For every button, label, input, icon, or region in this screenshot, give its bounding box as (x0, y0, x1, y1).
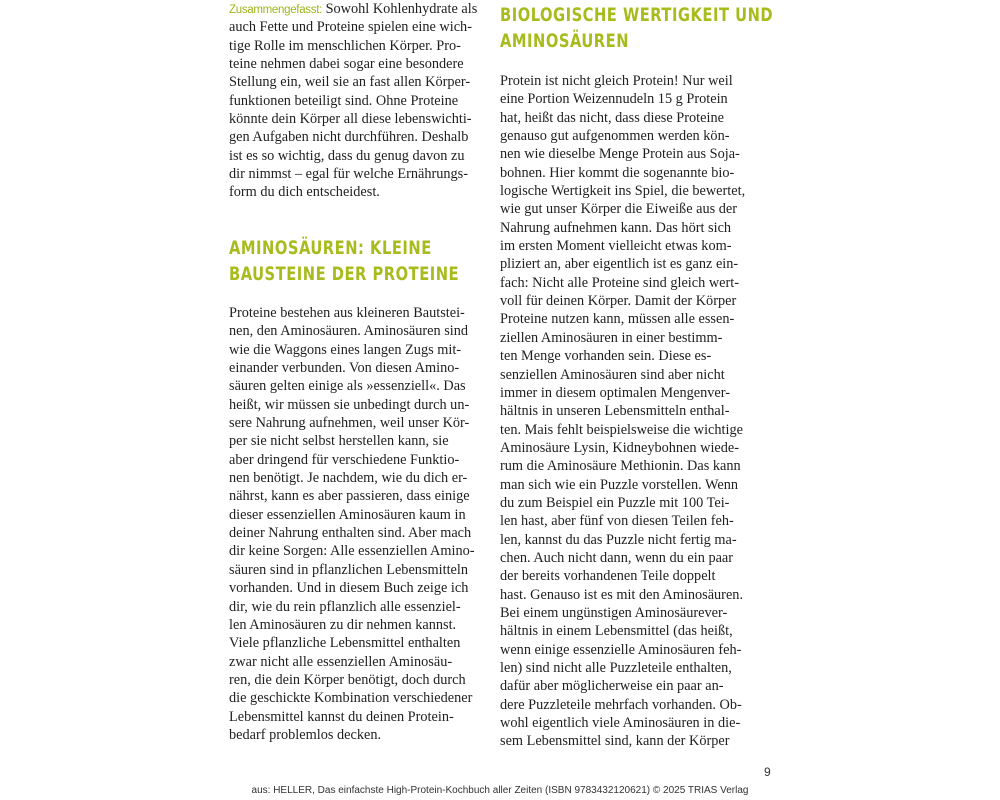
summary-first-line (229, 0, 477, 18)
text-line: Viele pflanzliche Lebensmittel enthalten (229, 635, 461, 652)
text-line: gen Aufgaben nicht durchführen. Deshalb (229, 129, 469, 146)
text-line: bedarf problemlos decken. (229, 726, 382, 743)
text-line: säuren sind in pflanzlichen Lebensmitteln (229, 561, 469, 578)
text-line: genauso gut aufgenommen werden kön- (500, 128, 730, 145)
text-line: hat, heißt das nicht, dass diese Proteine (500, 109, 724, 126)
text-line: deiner Nahrung enthalten sind. Aber mach (229, 525, 472, 542)
text-line: wie gut unser Körper die Eiweiße aus der (500, 201, 738, 218)
page-number: 9 (764, 765, 771, 779)
text-line: tige Rolle im menschlichen Körper. Pro- (229, 37, 461, 54)
summary-block (229, 0, 477, 202)
text-line: immer in diesem optimalen Mengenver- (500, 384, 730, 401)
heading-line: BAUSTEINE DER PROTEINE (229, 262, 460, 285)
text-line: nen wie dieselbe Menge Protein aus Soja- (500, 146, 740, 163)
heading-line: BIOLOGISCHE WERTIGKEIT UND (500, 4, 774, 26)
heading-line: AMINOSÄUREN (500, 29, 630, 52)
text-line: dafür aber möglicherweise ein paar an- (500, 678, 724, 695)
text-line: rum die Aminosäure Methionin. Das kann (500, 458, 741, 475)
text-line: voll für deinen Körper. Damit der Körper (500, 293, 737, 310)
text-line: bohnen. Hier kommt die sogenannte bio- (500, 164, 735, 181)
text-line: fach: Nicht alle Proteine sind gleich wert- (500, 274, 739, 291)
text-line: chen. Auch nicht dann, wenn du ein paar (500, 549, 734, 566)
text-line: sere Nahrung aufnehmen, weil unser Kör- (229, 415, 470, 432)
text-line: len, kannst du das Puzzle nicht fertig ma- (500, 531, 737, 548)
text-line: Stellung ein, weil sie an fast allen Körper- (229, 74, 471, 91)
text-line: wie die Waggons eines langen Zugs mit- (229, 341, 462, 358)
text-line: ziellen Aminosäuren in einer bestimm- (500, 329, 723, 346)
text-line: len) sind nicht alle Puzzleteile enthalten, (500, 660, 732, 676)
text-line: form du dich entscheidest. (229, 184, 380, 201)
text-line: auch Fette und Proteine spielen eine wich- (229, 19, 472, 36)
text-line: Nahrung aufnehmen kann. Das hört sich (500, 219, 732, 236)
text-line: per sie nicht selbst herstellen kann, sie (229, 433, 449, 450)
summary-label: Zusammengefasst: (229, 4, 322, 16)
text-line: Proteine nutzen kann, müssen alle essen- (500, 311, 735, 328)
text-line: Lebensmittel kannst du deinen Protein- (229, 708, 454, 725)
section-heading-aminosaeuren (229, 236, 497, 287)
text-line: sem Lebensmittel sind, kann der Körper (500, 733, 730, 750)
text-line: logische Wertigkeit ins Spiel, die bewertet, (500, 183, 746, 200)
text-line: wohl eigentlich viele Aminosäuren in die- (500, 715, 741, 732)
text-line: dir keine Sorgen: Alle essenziellen Amino- (229, 543, 475, 560)
text-line: Proteine bestehen aus kleineren Bautstei- (229, 305, 465, 321)
text-line: eine Portion Weizennudeln 15 g Protein (500, 91, 728, 108)
footer-source-credit: aus: HELLER, Das einfachste High-Protein-Kochbuch aller Zeiten (ISBN 9783432120621) © 2025 TRIAS Verlag (251, 785, 749, 796)
text-line: ten. Mais fehlt beispielsweise die wichtige (500, 421, 743, 438)
text-line: nen, den Aminosäuren. Aminosäuren sind (229, 323, 469, 340)
text-line: man sich wie ein Puzzle vorstellen. Wenn (500, 476, 738, 493)
text-line: dir, wie du rein pflanzlich alle essenziel- (229, 598, 461, 615)
text-line: Protein ist nicht gleich Protein! Nur weil (500, 73, 733, 89)
text-line: pliziert an, aber eigentlich ist es ganz ein- (500, 256, 739, 273)
text-line: senziellen Aminosäuren sind aber nicht (500, 366, 725, 383)
section-body-biologische-wertigkeit (500, 72, 750, 751)
text-line: könnte dein Körper all diese lebenswichti- (229, 111, 472, 128)
text-line: hast. Genauso ist es mit den Aminosäuren. (500, 586, 744, 603)
section-body-aminosaeuren (229, 304, 477, 744)
text-line: der bereits vorhandenen Teile doppelt (500, 568, 716, 585)
text-line: hältnis in unseren Lebensmitteln enthal- (500, 403, 730, 420)
text-line: zwar nicht alle essenziellen Aminosäu- (229, 653, 453, 670)
text-line: len Aminosäuren zu dir nehmen kannst. (229, 616, 457, 633)
text-line: teine nehmen dabei sogar eine besondere (229, 56, 464, 73)
text-line: ren, die dein Körper benötigt, doch durch (229, 671, 466, 688)
text-line: ten Menge vorhanden sein. Diese es- (500, 348, 712, 365)
heading-line: AMINOSÄUREN: KLEINE (229, 237, 432, 259)
text-line: ist es so wichtig, dass du genug davon zu (229, 147, 465, 164)
summary-paragraph (229, 18, 477, 201)
text-line: du zum Beispiel ein Puzzle mit 100 Tei- (500, 494, 730, 511)
section-heading-biologische-wertigkeit (500, 3, 818, 54)
text-line: die geschickte Kombination verschiedener (229, 690, 473, 707)
text-line: hältnis in einem Lebensmittel (das heißt, (500, 623, 733, 640)
text-line: nen benötigt. Je nachdem, wie du dich er- (229, 470, 468, 487)
text-line: Aminosäure Lysin, Kidneybohnen wiede- (500, 439, 740, 456)
summary-text: Sowohl Kohlenhydrate als (325, 1, 478, 17)
text-line: wenn einige essenzielle Aminosäuren feh- (500, 641, 742, 658)
text-line: Bei einem ungünstigen Aminosäurever- (500, 604, 728, 621)
text-line: nährst, kann es aber passieren, dass einige (229, 488, 470, 505)
text-line: vorhanden. Und in diesem Buch zeige ich (229, 580, 469, 597)
text-line: funktionen beteiligt sind. Ohne Proteine (229, 92, 459, 109)
text-line: aber dringend für verschiedene Funktio- (229, 451, 460, 468)
text-line: einander verbunden. Von diesen Amino- (229, 360, 460, 377)
text-line: dir nimmst – egal für welche Ernährungs- (229, 166, 469, 183)
text-line: len hast, aber fünf von diesen Teilen feh- (500, 513, 734, 530)
text-line: heißt, wir müssen sie unbedingt durch un- (229, 396, 470, 413)
text-line: säuren gelten einige als »essenziell«. Das (229, 378, 466, 395)
text-line: dieser essenziellen Aminosäuren kaum in (229, 506, 466, 523)
text-line: im ersten Moment vielleicht etwas kom- (500, 238, 732, 255)
text-line: dere Puzzleteile mehrfach vorhanden. Ob- (500, 696, 742, 713)
